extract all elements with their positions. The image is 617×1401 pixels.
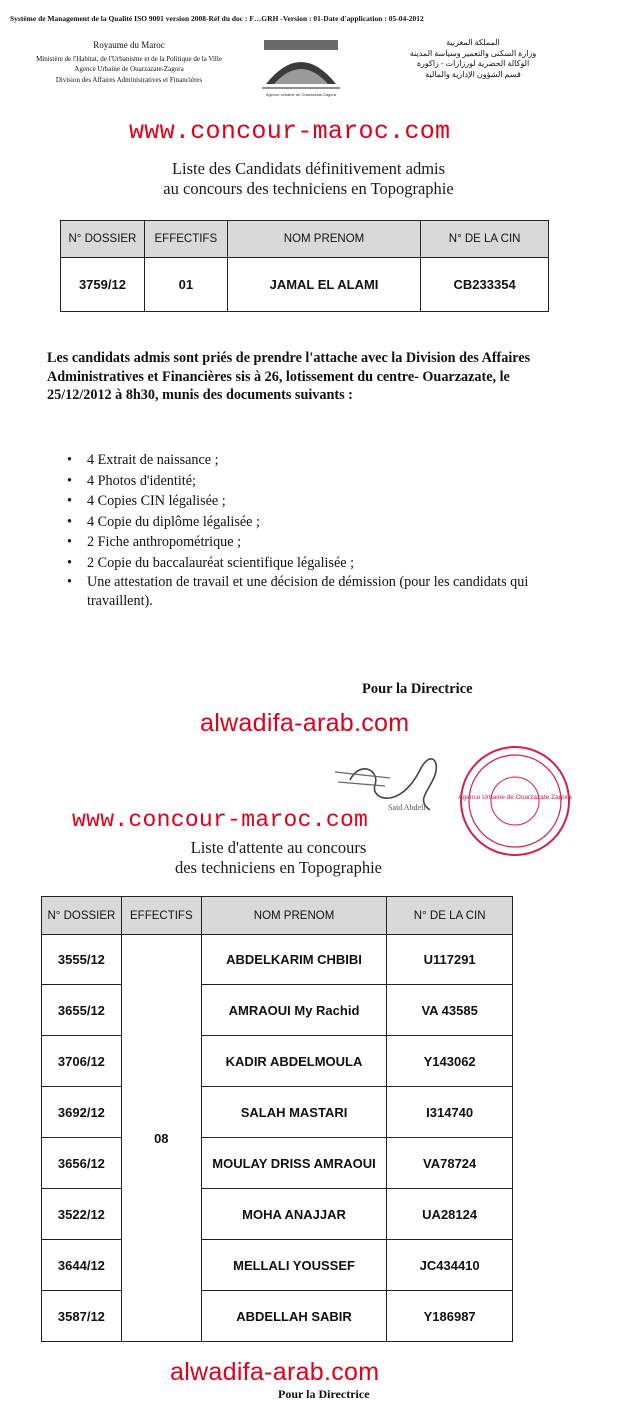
admitted-table [60,220,549,312]
signer-name: Said Abdeli [388,803,426,812]
footer-signature-label: Pour la Directrice [278,1387,370,1401]
watermark-concour-maroc-middle: www.concour-maroc.com [72,807,369,833]
list-item [62,573,572,611]
list-item [62,532,572,553]
signature-underline [335,772,390,786]
list-item [62,450,572,471]
cin-cell: VA78724 [387,1138,513,1189]
division-label: Division des Affaires Administratives et Financières [55,75,203,84]
table-row [42,1087,513,1138]
table-row [42,1189,513,1240]
table-row [42,985,513,1036]
bullet-icon: • [67,452,72,468]
admitted-title-line1: Liste des Candidats définitivement admis [171,159,446,178]
document-item-text: 4 Extrait de naissance ; [87,452,219,468]
name-cell: JAMAL EL ALAMI [227,258,420,312]
table-row [42,1036,513,1087]
name-cell: MELLALI YOUSSEF [201,1240,387,1291]
dossier-cell: 3692/12 [42,1087,122,1138]
name-cell: MOULAY DRISS AMRAOUI [201,1138,387,1189]
col-nom-prenom: NOM PRENOM [227,221,420,258]
col-nom-prenom: NOM PRENOM [201,897,387,935]
dossier-cell: 3656/12 [42,1138,122,1189]
watermark-alwadifa-bottom: alwadifa-arab.com [170,1358,380,1386]
list-item [62,491,572,512]
admitted-table-header [61,221,549,258]
kingdom-label: Royaume du Maroc [93,40,165,50]
kingdom-label-arabic: المملكة المغربية [446,38,500,47]
dossier-cell: 3655/12 [42,985,122,1036]
name-cell: KADIR ABDELMOULA [201,1036,387,1087]
cin-cell: Y186987 [387,1291,513,1342]
ministry-label: Ministère de l'Habitat, de l'Urbanisme et de la Politique de la Ville [36,54,222,63]
waiting-title-line1: Liste d'attente au concours [190,838,367,857]
col-effectifs: EFFECTIFS [144,221,227,258]
cin-cell: CB233354 [421,258,549,312]
bullet-icon: • [67,513,72,530]
watermark-concour-maroc-top: www.concour-maroc.com [129,117,451,146]
col-dossier: N° DOSSIER [61,221,145,258]
name-cell: ABDELKARIM CHBIBI [201,935,387,985]
dossier-cell: 3644/12 [42,1240,122,1291]
waiting-title-line2: des techniciens en Topographie [174,858,382,877]
document-reference-line: Système de Management de la Qualité ISO 9001 version 2008-Réf du doc : F…GRH -Version : 01-Date d'application : 05-04-2012 [10,14,424,23]
dossier-cell: 3555/12 [42,935,122,985]
cin-cell: I314740 [387,1087,513,1138]
table-row [42,1240,513,1291]
agency-label: Agence Urbaine de Ouarzazate-Zagora [74,65,184,73]
effectifs-cell: 08 [121,935,201,1342]
dossier-cell: 3706/12 [42,1036,122,1087]
list-item [62,512,572,533]
document-item-text: 2 Copie du baccalauréat scientifique légalisée ; [87,554,355,571]
stamp-text: Agence Urbaine de Ouarzazate Zagora [458,794,572,801]
cin-cell: Y143062 [387,1036,513,1087]
signature-label: Pour la Directrice [362,681,473,697]
bullet-icon: • [67,534,72,550]
document-item-text: 4 Photos d'identité; [87,472,196,489]
waiting-title [0,838,587,878]
division-label-arabic: قسم الشؤون الإدارية والمالية [425,69,521,79]
admitted-title [0,159,617,199]
document-item-text: 2 Fiche anthropométrique ; [87,534,242,550]
list-item [62,553,572,574]
watermark-alwadifa-middle: alwadifa-arab.com [200,709,410,737]
stamp-inner-ring [469,755,561,847]
stamp-center-ring [491,777,539,825]
table-row [61,258,549,312]
cin-cell: UA28124 [387,1189,513,1240]
header-right-block [348,38,598,80]
dossier-cell: 3522/12 [42,1189,122,1240]
bullet-icon: • [67,472,72,489]
admitted-title-line2: au concours des techniciens en Topographie [163,179,454,198]
bullet-icon: • [67,554,72,571]
name-cell: AMRAOUI My Rachid [201,985,387,1036]
table-row [42,1291,513,1342]
document-item-text: 4 Copie du diplôme légalisée ; [87,513,260,530]
ministry-label-arabic: وزارة السكنى والتعمير وسياسة المدينة [409,48,537,58]
required-documents-list [62,450,572,611]
list-item [62,471,572,492]
dossier-cell: 3759/12 [61,258,145,312]
document-item-text: 4 Copies CIN légalisée ; [87,493,226,509]
waiting-table-header [42,897,513,935]
logo-band-top [264,40,338,50]
instructions-paragraph: Les candidats admis sont priés de prendre l'attache avec la Division des Affaires Administratives et Financières sis à 26, lotissement du centre- Ouarzazate, le 25/12/2012 à 8h30, munis des documents suivants : [47,350,531,403]
name-cell: ABDELLAH SABIR [201,1291,387,1342]
logo-caption: Agence Urbaine de Ouarzazate-Zagora [265,92,337,97]
document-item-text: Une attestation de travail et une décision de démission (pour les candidats qui travaillent). [87,574,529,609]
bullet-icon: • [67,574,72,590]
col-cin: N° DE LA CIN [387,897,513,935]
header-left-block [14,40,244,85]
effectifs-cell: 01 [144,258,227,312]
name-cell: SALAH MASTARI [201,1087,387,1138]
name-cell: MOHA ANAJJAR [201,1189,387,1240]
table-row [42,1138,513,1189]
col-effectifs: EFFECTIFS [121,897,201,935]
col-dossier: N° DOSSIER [42,897,122,935]
cin-cell: JC434410 [387,1240,513,1291]
cin-cell: VA 43585 [387,985,513,1036]
col-cin: N° DE LA CIN [421,221,549,258]
bullet-icon: • [67,493,72,509]
agency-logo [258,32,344,104]
waiting-table [41,896,513,1342]
dossier-cell: 3587/12 [42,1291,122,1342]
agency-label-arabic: الوكالة الحضرية لورزازات - زاكورة [416,59,530,68]
table-row [42,935,513,985]
cin-cell: U117291 [387,935,513,985]
